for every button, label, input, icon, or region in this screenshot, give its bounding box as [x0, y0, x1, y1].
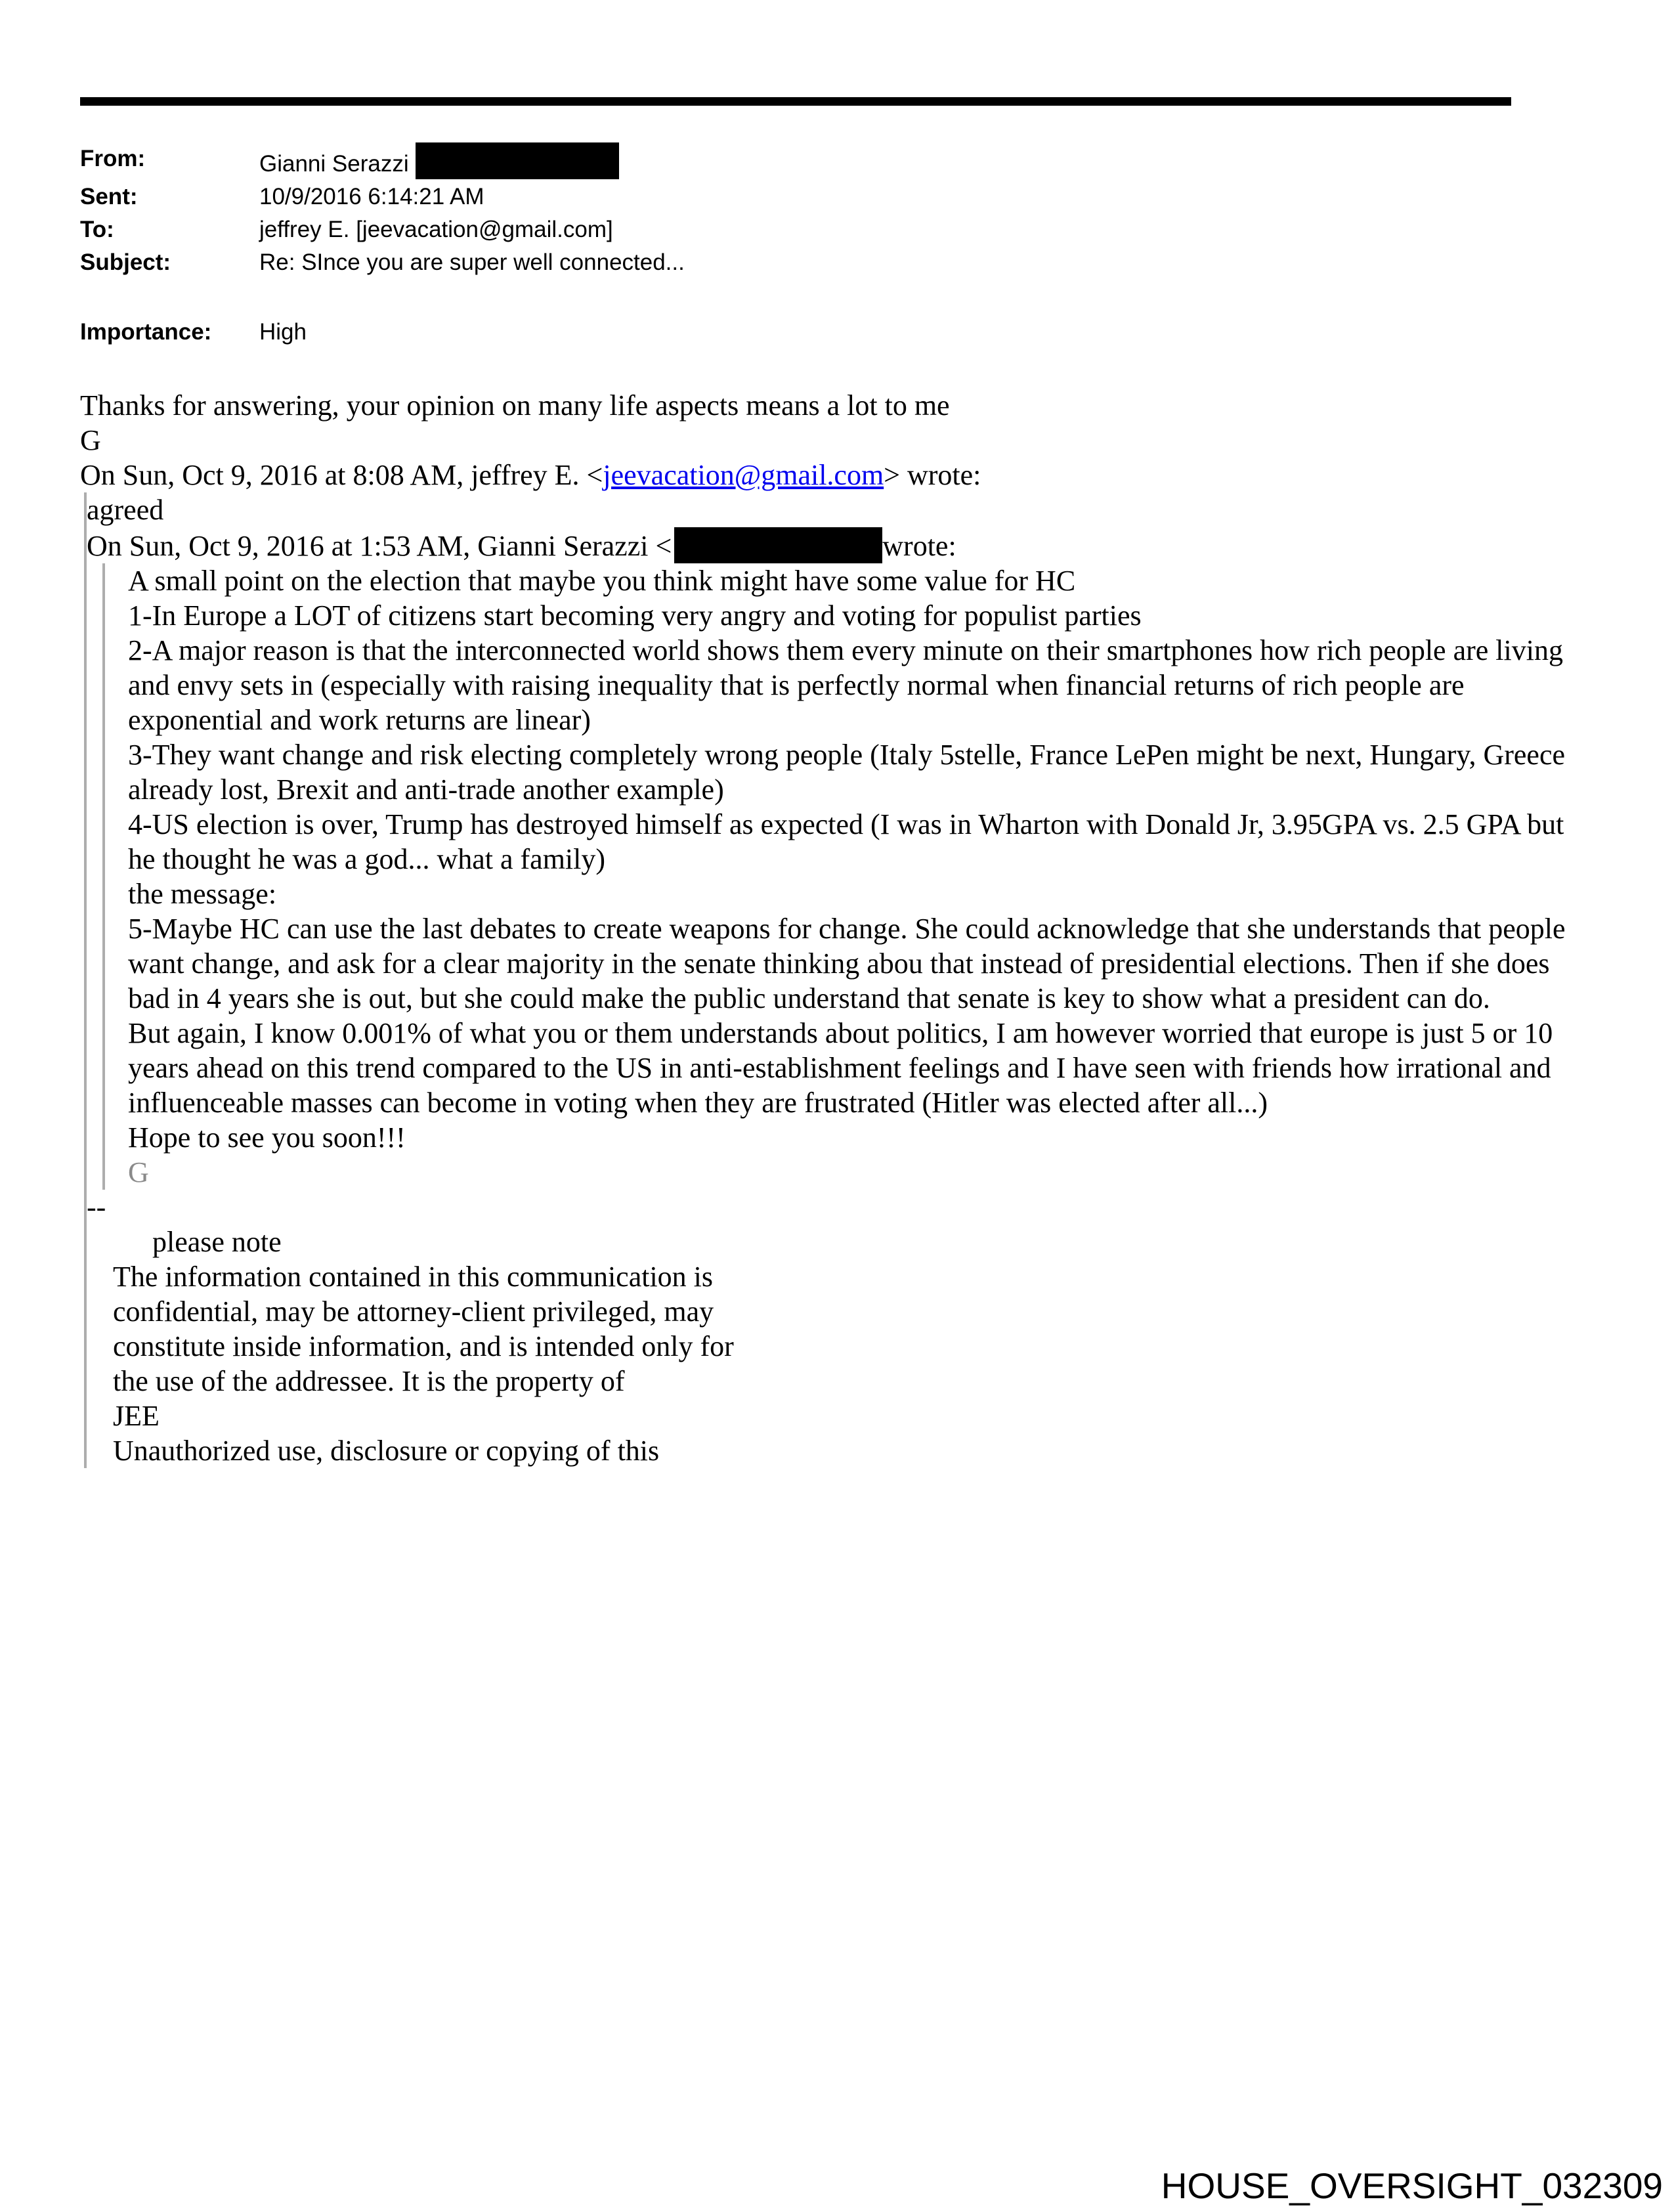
reply-header-1: [80, 458, 1570, 492]
meta-value-subject: Re: SInce you are super well connected...: [259, 249, 685, 275]
page-content: [0, 97, 1674, 1468]
reply-header-2-suffix: wrote:: [882, 530, 956, 562]
from-name: Gianni Serazzi: [259, 151, 409, 177]
election-point-5: 5-Maybe HC can use the last debates to create weapons for change. She could acknowledge that she understands that people want change, and ask for a clear majority in the senate thinking abou that instead of presidential elections. Then if she does bad in 4 years she is out, but she could make the public understand that senate is key to show what a president can do.: [128, 913, 1566, 1014]
disclaimer-line-3: constitute inside information, and is intended only for: [113, 1330, 734, 1362]
meta-label-subject: Subject:: [80, 249, 171, 275]
disclaimer-line-1: The information contained in this communication is: [113, 1261, 714, 1293]
quoted-signature-g: G: [128, 1156, 149, 1188]
sender-initial-signature: G: [80, 424, 101, 456]
closing-analysis-para: But again, I know 0.001% of what you or them understands about politics, I am however worried that europe is just 5 or 10 years ahead on this trend compared to the US in anti-establishment feelings and I have seen with friends how irrational and influenceable masses can become in voting when they are frustrated (Hitler was elected after all...): [128, 1017, 1553, 1119]
hope-line: Hope to see you soon!!!: [128, 1121, 406, 1154]
election-point-4: 4-US election is over, Trump has destroyed himself as expected (I was in Wharton with Donald Jr, 3.95GPA vs. 2.5 GPA but he thought he was a god... what a family): [128, 808, 1564, 875]
election-point-2: 2-A major reason is that the interconnected world shows them every minute on their smartphones how rich people are living and envy sets in (especially with raising inequality that is perfectly normal when financial returns of rich people are exponential and work returns are linear): [128, 634, 1563, 736]
quoted-reply-level-1: [84, 492, 1570, 1468]
disclaimer-line-2: confidential, may be attorney-client privileged, may: [113, 1295, 714, 1328]
quoted-reply-level-2: [102, 563, 1570, 1190]
election-point-3: 3-They want change and risk electing completely wrong people (Italy 5stelle, France LePen might be next, Hungary, Greece already lost, Brexit and anti-trade another example): [128, 739, 1566, 806]
message-label-line: the message:: [128, 878, 277, 910]
meta-value-importance: High: [259, 319, 307, 345]
meta-label-importance: Importance:: [80, 319, 212, 345]
confidentiality-disclaimer: [113, 1259, 1570, 1468]
reply-header-2: [87, 527, 1570, 563]
please-note-line: please note: [152, 1226, 282, 1258]
meta-value-from: [259, 142, 619, 181]
election-point-1: 1-In Europe a LOT of citizens start becoming very angry and voting for populist parties: [128, 599, 1142, 632]
reply-header-1-prefix: On Sun, Oct 9, 2016 at 8:08 AM, jeffrey E. <: [80, 459, 603, 491]
reply-header-2-prefix: On Sun, Oct 9, 2016 at 1:53 AM, Gianni Serazzi <: [87, 530, 672, 562]
meta-label-sent: Sent:: [80, 184, 138, 209]
election-intro-line: A small point on the election that maybe you think might have some value for HC: [128, 565, 1076, 597]
disclaimer-line-5: JEE: [113, 1400, 160, 1432]
meta-row-importance: [80, 316, 1570, 349]
meta-label-from: From:: [80, 146, 146, 171]
email-body: [80, 388, 1570, 1468]
meta-row-from: [80, 142, 1570, 181]
disclaimer-line-4: the use of the addressee. It is the property of: [113, 1365, 625, 1397]
meta-label-to: To:: [80, 217, 114, 242]
meta-row-sent: [80, 181, 1570, 213]
email-meta-header: [80, 142, 1570, 349]
opening-line: Thanks for answering, your opinion on many life aspects means a lot to me: [80, 389, 950, 422]
meta-value-to: jeffrey E. [jeevacation@gmail.com]: [259, 217, 613, 242]
header-divider-rule: [80, 97, 1511, 106]
reply-text-agreed: agreed: [87, 494, 164, 526]
redaction-bar-serazzi-email: [674, 527, 882, 563]
meta-value-sent: 10/9/2016 6:14:21 AM: [259, 184, 484, 209]
bates-stamp: HOUSE_OVERSIGHT_032309: [1161, 2165, 1663, 2206]
jeevacation-email-link[interactable]: jeevacation@gmail.com: [603, 459, 884, 491]
signature-divider: --: [87, 1191, 106, 1223]
redaction-bar-from-email: [416, 142, 619, 179]
disclaimer-line-6: Unauthorized use, disclosure or copying of this: [113, 1435, 660, 1467]
meta-row-to: [80, 213, 1570, 246]
meta-row-subject: [80, 246, 1570, 279]
reply-header-1-suffix: > wrote:: [884, 459, 981, 491]
